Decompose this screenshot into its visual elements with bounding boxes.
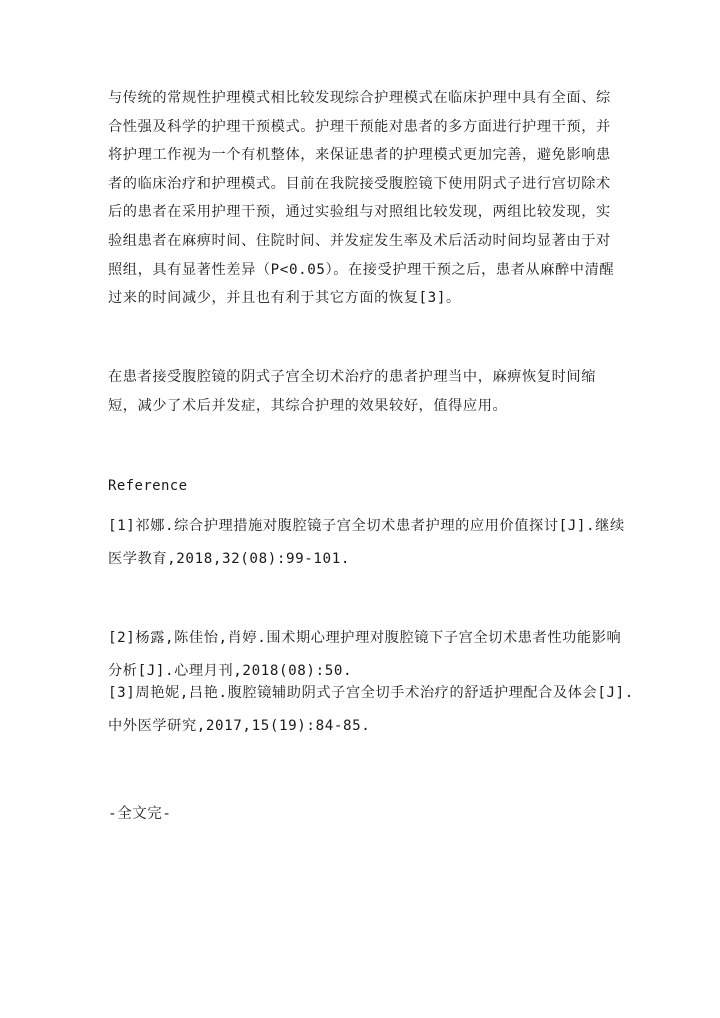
paragraph-line: 者的临床治疗和护理模式。目前在我院接受腹腔镜下使用阴式子进行宫切除术 xyxy=(108,175,611,192)
paragraph-line: 后的患者在采用护理干预，通过实验组与对照组比较发现，两组比较发现，实 xyxy=(108,204,611,221)
reference-line: 中外医学研究,2017,15(19):84-85. xyxy=(108,718,371,734)
paragraph-line: 验组患者在麻痹时间、住院时间、并发症发生率及术后活动时间均显著由于对 xyxy=(108,232,611,249)
references-heading: Reference xyxy=(108,478,188,494)
reference-line: 医学教育,2018,32(08):99-101. xyxy=(108,551,350,567)
end-of-text-mark: -全文完- xyxy=(108,806,172,822)
reference-line: [2]杨露,陈佳怡,肖婷.围术期心理护理对腹腔镜下子宫全切术患者性功能影响 xyxy=(108,630,622,646)
paragraph-line: 与传统的常规性护理模式相比较发现综合护理模式在临床护理中具有全面、综 xyxy=(108,90,611,106)
reference-item-1 xyxy=(108,510,625,576)
paragraph-line: 过来的时间减少，并且也有利于其它方面的恢复[3]。 xyxy=(108,290,461,307)
reference-line: [3]周艳妮,吕艳.腹腔镜辅助阴式子宫全切手术治疗的舒适护理配合及体会[J]. xyxy=(108,685,634,701)
body-paragraph-2 xyxy=(108,363,620,420)
body-paragraph-1 xyxy=(108,84,620,313)
paragraph-line: 短，减少了术后并发症，其综合护理的效果较好，值得应用。 xyxy=(108,397,508,414)
paragraph-line: 在患者接受腹腔镜的阴式子宫全切术治疗的患者护理当中，麻痹恢复时间缩 xyxy=(108,369,596,385)
paragraph-line: 照组，具有显著性差异（P<0.05）。在接受护理干预之后，患者从麻醉中清醒 xyxy=(108,261,615,278)
reference-item-3 xyxy=(108,677,634,743)
reference-line: [1]祁娜.综合护理措施对腹腔镜子宫全切术患者护理的应用价值探讨[J].继续 xyxy=(108,518,625,534)
paragraph-line: 合性强及科学的护理干预模式。护理干预能对患者的多方面进行护理干预，并 xyxy=(108,118,611,135)
paragraph-line: 将护理工作视为一个有机整体，来保证患者的护理模式更加完善，避免影响患 xyxy=(108,147,611,164)
reference-line: 分析[J].心理月刊,2018(08):50. xyxy=(108,663,353,679)
